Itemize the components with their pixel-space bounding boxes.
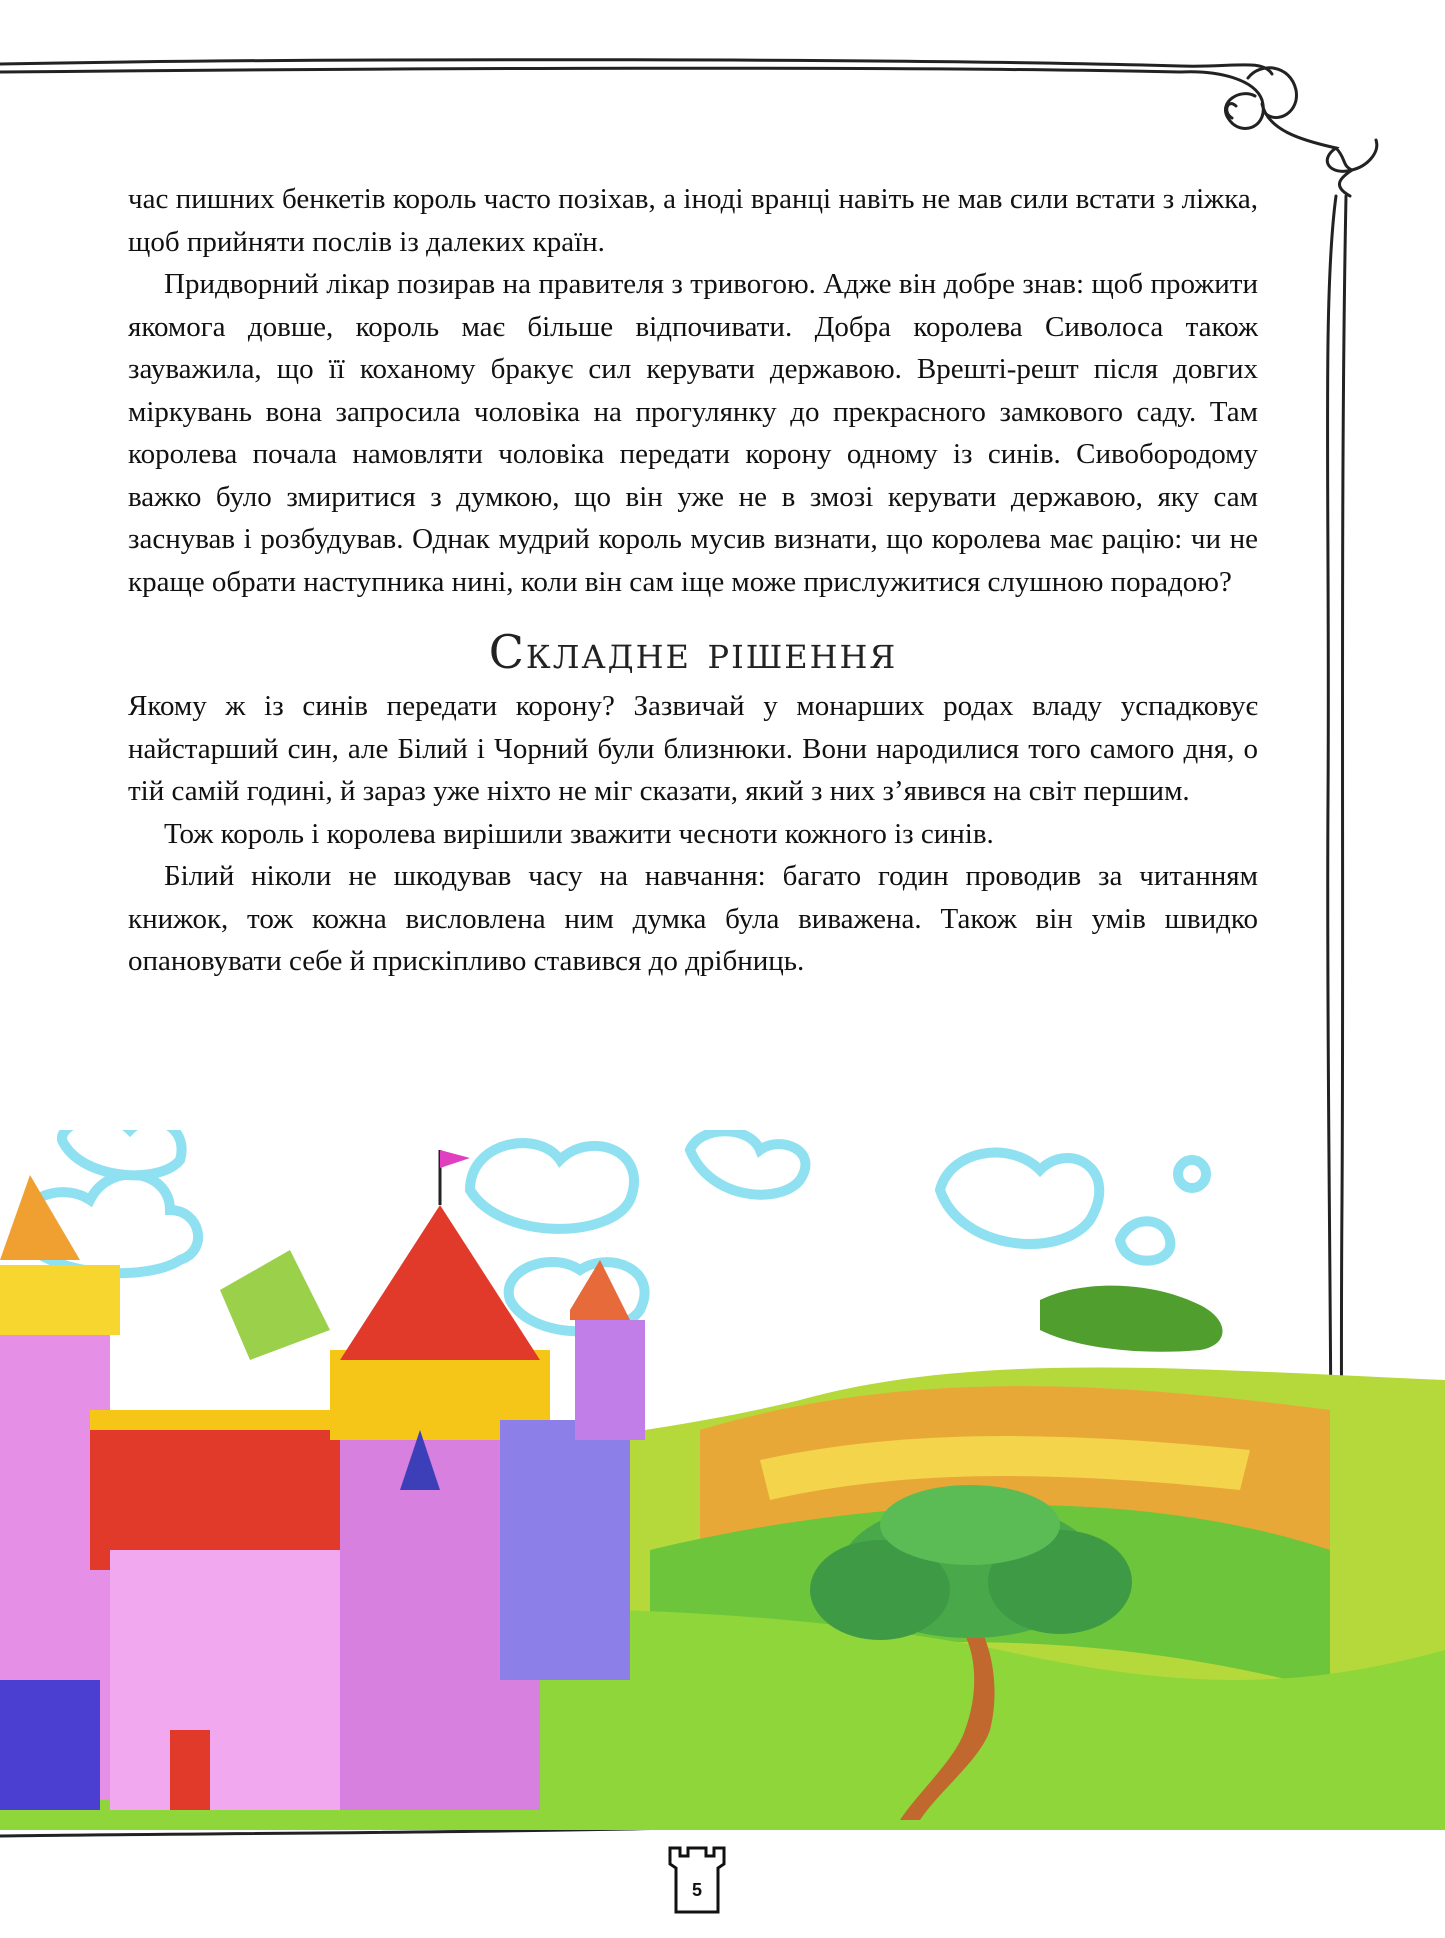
paragraph: Білий ніколи не шкодував часу на навчання: багато годин проводив за читанням книжок, тож кожна висловлена ним думка була виважена. Також він умів швидко опановувати себе й прискіпливо ставився до дрібниць.	[128, 860, 1258, 977]
section-heading: Складне рішення	[488, 625, 898, 679]
castle-landscape-illustration	[0, 1130, 1445, 1830]
paragraph: час пишних бенкетів король часто позіхав, а іноді вранці навіть не мав сили встати з ліжка, щоб прийняти послів із далеких країн.	[128, 183, 1258, 258]
paragraph: Якому ж із синів передати корону? Зазвичай у монарших родах владу успадковує найстарший син, але Білий і Чорний були близнюки. Вони народилися того самого дня, о тій самій годині, й зараз уже ніхто не міг сказати, який з них з’явився на світ першим.	[128, 690, 1258, 807]
page-number: 5	[691, 1880, 702, 1900]
paragraph: Придворний лікар позирав на правителя з тривогою. Адже він добре знав: щоб прожити якомога довше, король має більше відпочивати. Добра королева Сиволоса також зауважила, що її коханому бракує сил керувати державою. Врешті-решт після довгих міркувань вона запросила чоловіка на прогулянку до прекрасного замкового саду. Там королева почала намовляти чоловіка передати корону одному із синів. Сивобородому важко було змиритися з думкою, що він уже не в змозі керувати державою, яку сам заснував і розбудував. Однак мудрий король мусив визнати, що королева має рацію: чи не краще обрати наступника нині, коли він сам іще може прислужитися слушною порадою?	[128, 268, 1258, 598]
story-text	[128, 178, 1258, 983]
paragraph: Тож король і королева вирішили зважити чесноти кожного із синів.	[164, 817, 994, 850]
